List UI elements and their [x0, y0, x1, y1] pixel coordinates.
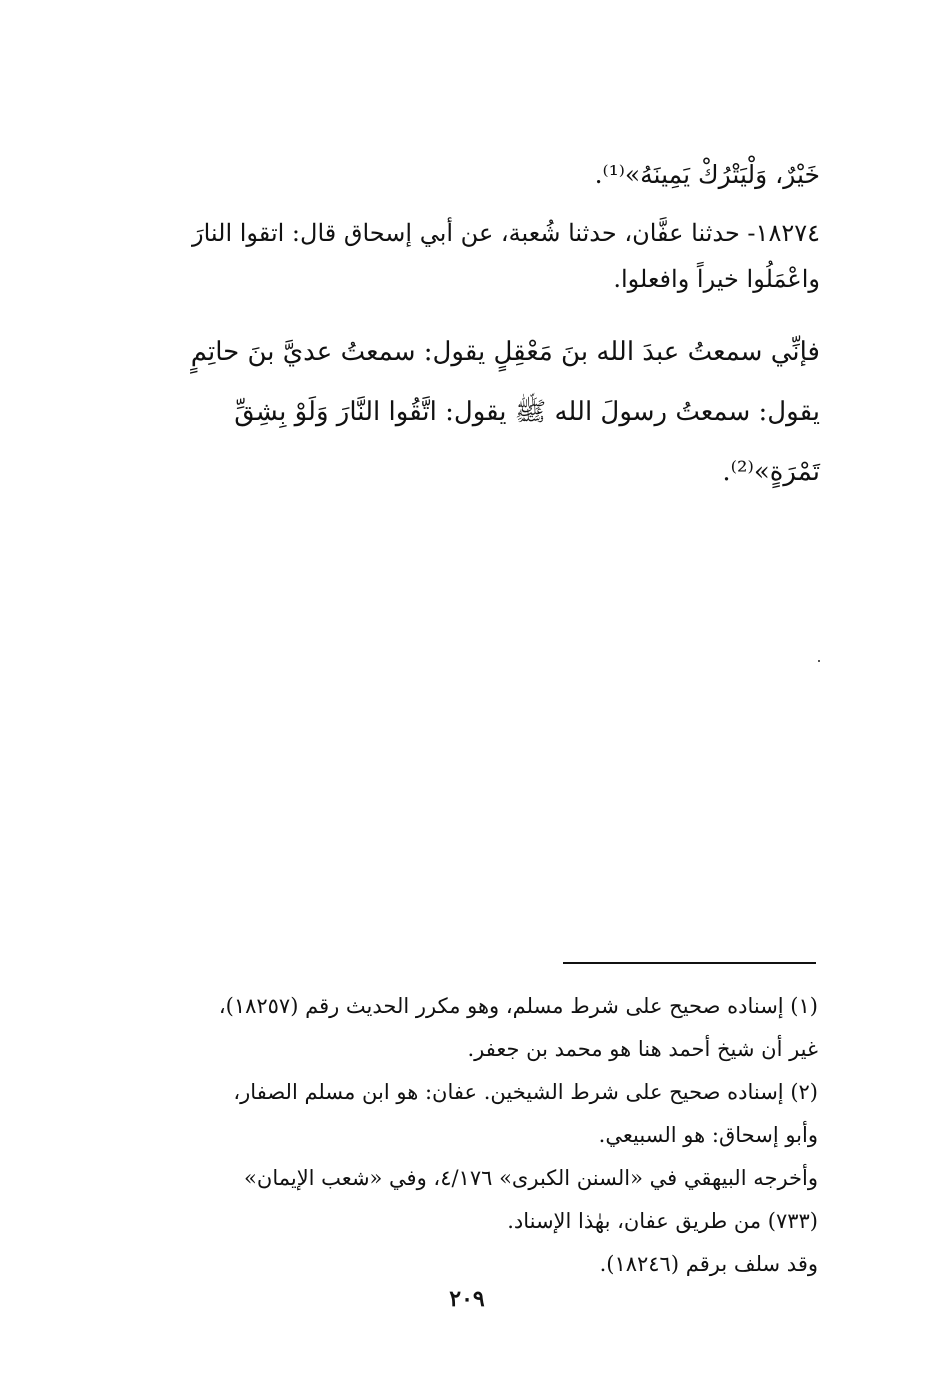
main-text [120, 150, 820, 502]
hadith-chain-line: ١٨٢٧٤- حدثنا عفَّان، حدثنا شُعبة، عن أبي إسحاق قال: اتقوا النارَ [191, 219, 820, 247]
footnote-1-line-1: (١) إسناده صحيح على شرط مسلم، وهو مكرر الحديث رقم (١٨٢٥٧)، [218, 994, 818, 1018]
continuation-line: خَيْرٌ، وَلْيَتْرُكْ يَمِينَهُ»⁽¹⁾. [594, 160, 820, 189]
footnote-1-line-2: غير أن شيخ أحمد هنا هو محمد بن جعفر. [467, 1037, 818, 1061]
hadith-chain-continuation: واعْمَلُوا خيراً وافعلوا. [613, 265, 820, 293]
footnote-2-line-3: وأخرجه البيهقي في «السنن الكبرى» ٤/١٧٦، وفي «شعب الإيمان» [244, 1166, 818, 1190]
page-number: ٢٠٩ [449, 1286, 485, 1312]
footnote-2-line-4: (٧٣٣) من طريق عفان، بهٰذا الإسناد. [507, 1209, 818, 1233]
hadith-quote-line-3: تَمْرَةٍ»⁽²⁾. [722, 457, 820, 487]
footnotes [118, 985, 818, 1286]
footnote-2-line-5: وقد سلف برقم (١٨٢٤٦). [599, 1252, 818, 1276]
hadith-quote-line-2: يقول: سمعتُ رسولَ الله ﷺ يقول: اتَّقُوا النَّارَ وَلَوْ بِشِقِّ [234, 397, 820, 427]
footnote-separator [563, 962, 816, 964]
hadith-quote-line-1: فإنِّي سمعتُ عبدَ الله بنَ مَعْقِلٍ يقول: سمعتُ عديَّ بنَ حاتِمٍ [190, 337, 820, 367]
scan-speck [818, 660, 820, 662]
footnote-2-line-2: وأبو إسحاق: هو السبيعي. [598, 1123, 818, 1147]
footnote-2-line-1: (٢) إسناده صحيح على شرط الشيخين. عفان: هو ابن مسلم الصفار، [233, 1080, 818, 1104]
